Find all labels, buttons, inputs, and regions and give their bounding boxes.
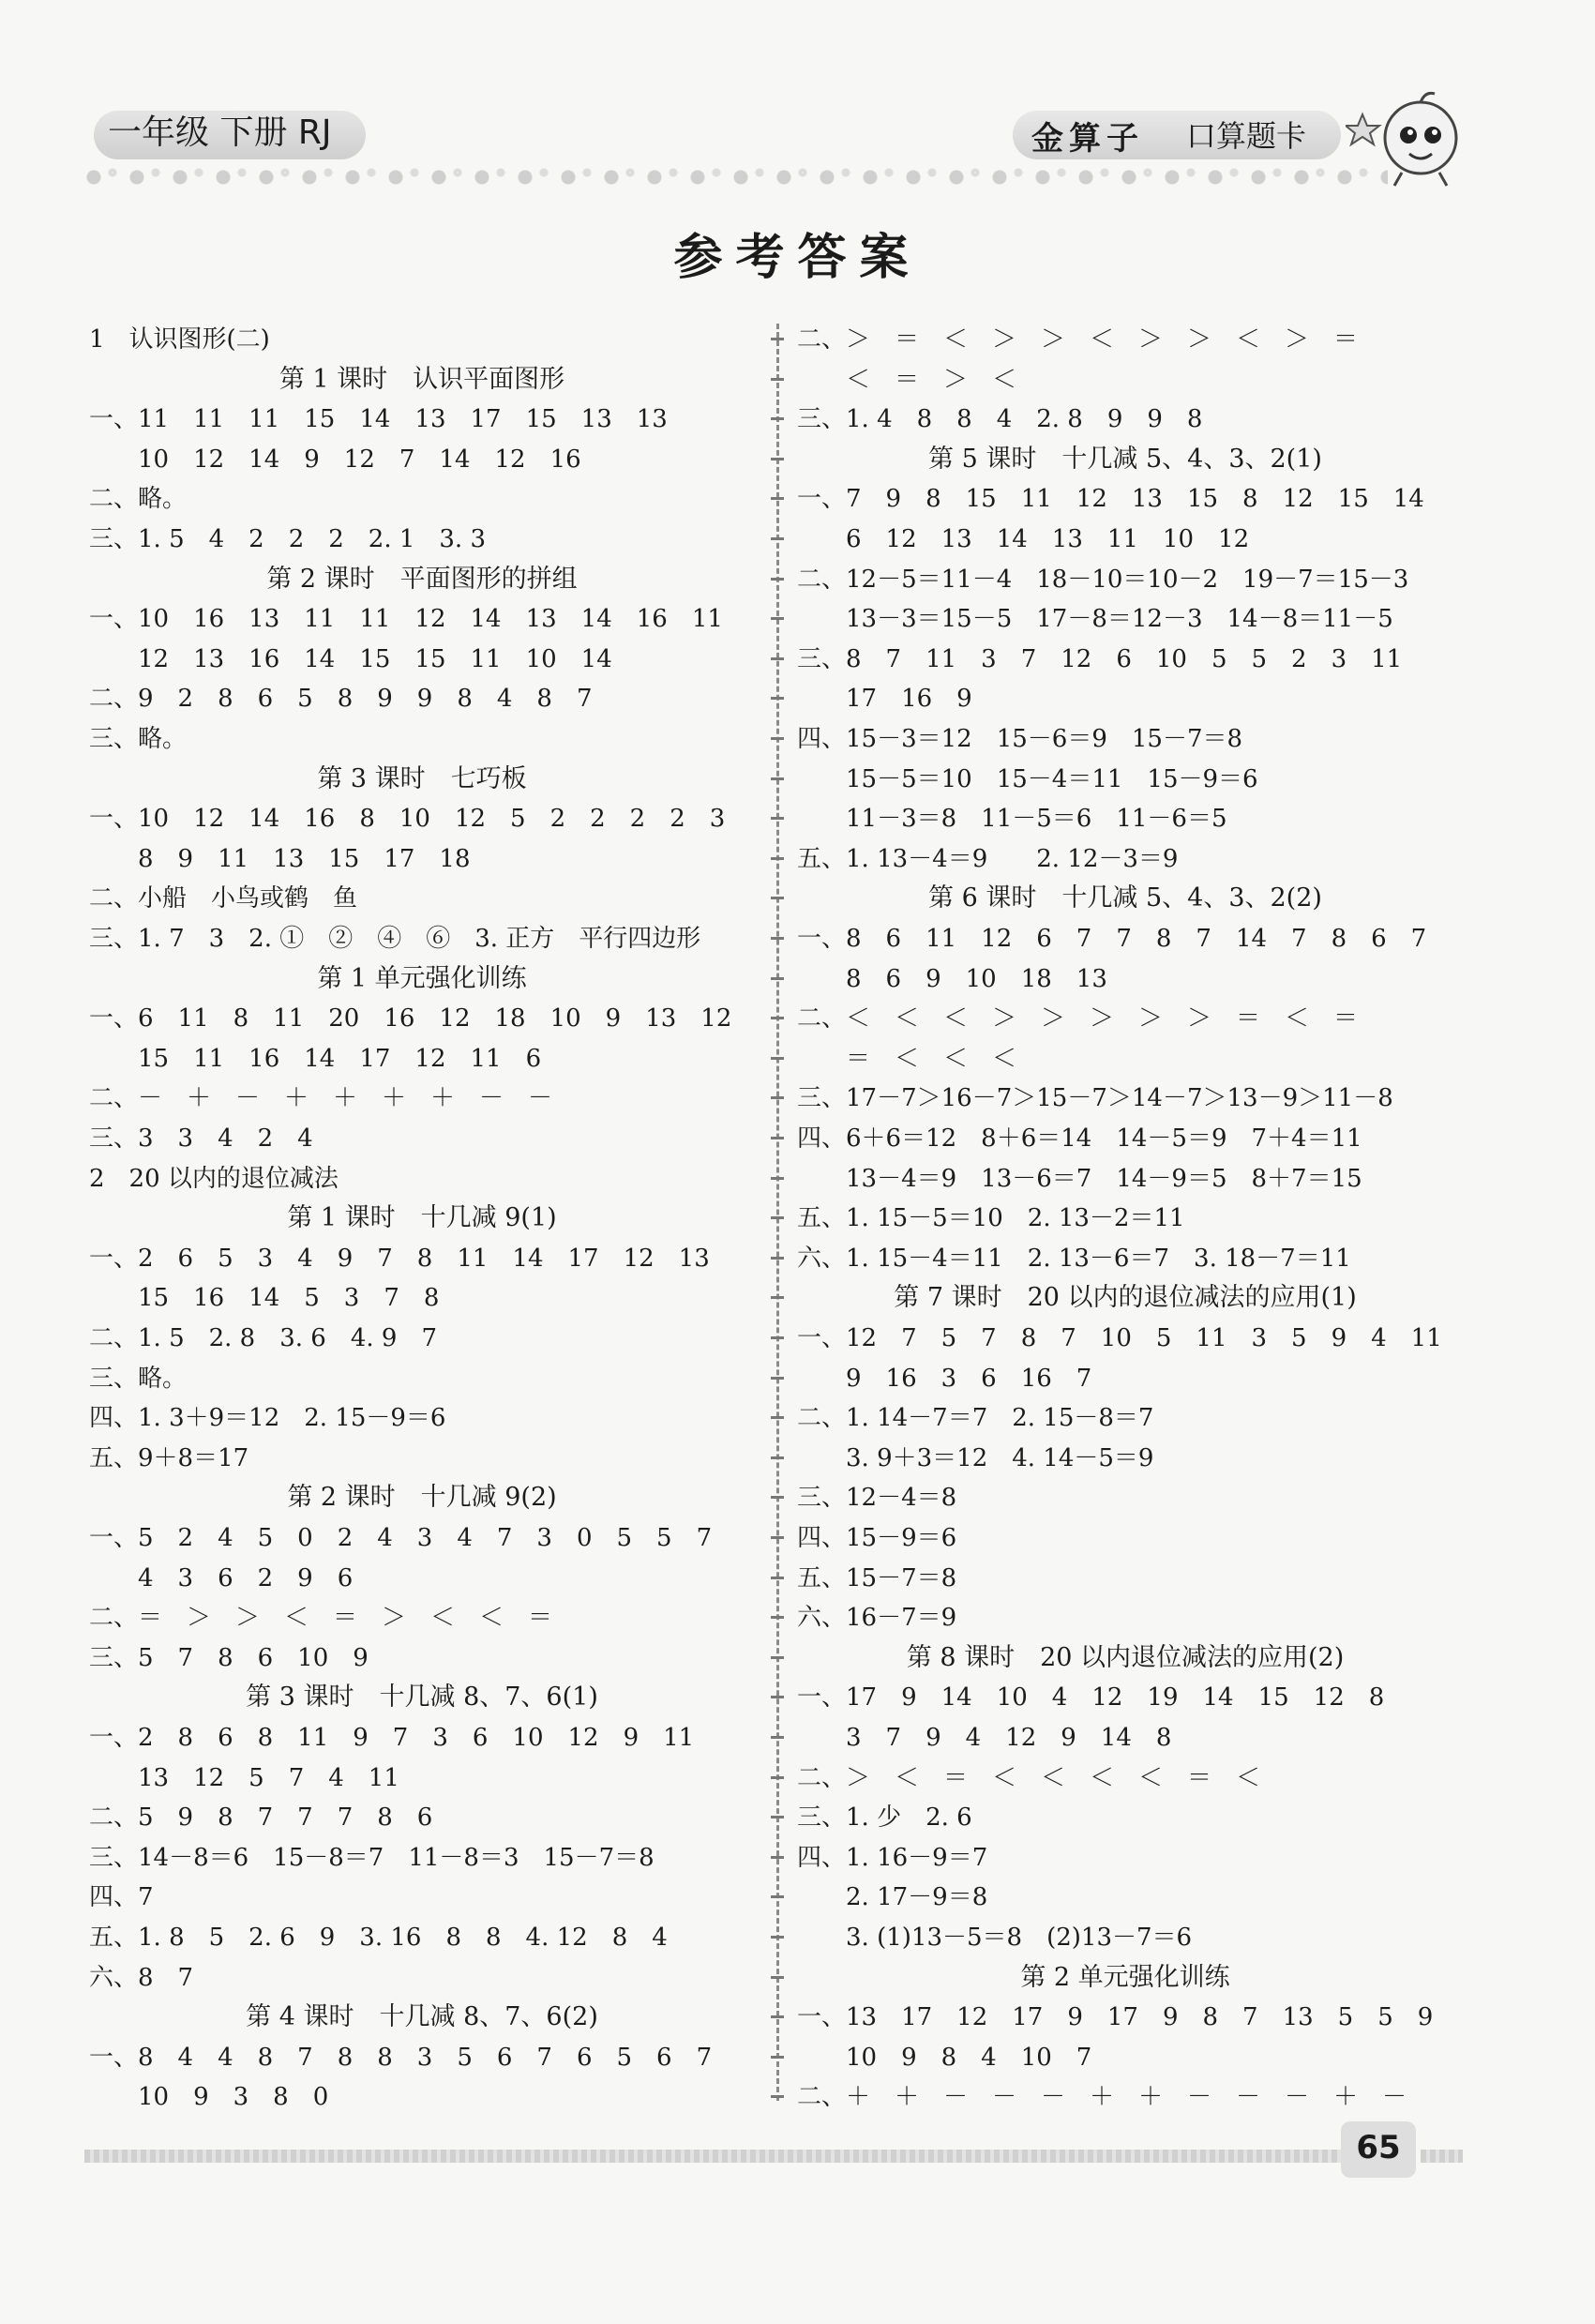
answer-line: 三、略。	[89, 725, 188, 753]
answer-line: 8 9 11 13 15 17 18	[89, 844, 471, 873]
answer-line: 8 6 9 10 18 13	[797, 964, 1107, 993]
section-heading: 第 3 课时 七巧板	[317, 763, 527, 793]
answer-line: 3 7 9 4 12 9 14 8	[797, 1724, 1172, 1752]
divider-tick	[771, 1017, 784, 1019]
divider-tick	[771, 1656, 784, 1659]
answer-line: 一、7 9 8 15 11 12 13 15 8 12 15 14	[797, 485, 1424, 514]
answer-line: 三、1. 5 4 2 2 2 2. 1 3. 3	[89, 525, 487, 553]
answer-line: 二、＝ ＞ ＞ ＜ ＝ ＞ ＜ ＜ ＝	[89, 1604, 553, 1633]
answer-line: 三、1. 4 8 8 4 2. 8 9 9 8	[797, 405, 1203, 434]
divider-tick	[771, 617, 784, 620]
divider-tick	[771, 1336, 784, 1339]
answer-line: 五、15－7＝8	[797, 1563, 957, 1592]
answer-line: 一、5 2 4 5 0 2 4 3 4 7 3 0 5 5 7	[89, 1524, 713, 1552]
answer-line: 二、1. 5 2. 8 3. 6 4. 9 7	[89, 1324, 437, 1352]
answer-line: 三、8 7 11 3 7 12 6 10 5 5 2 3 11	[797, 644, 1403, 673]
answer-line: 六、1. 15－4＝11 2. 13－6＝7 3. 18－7＝11	[797, 1244, 1351, 1273]
section-heading: 第 3 课时 十几减 8、7、6(1)	[246, 1683, 598, 1713]
answer-line: 二、小船 小鸟或鹤 鱼	[89, 884, 358, 913]
mascot-icon	[1346, 86, 1467, 189]
answer-line: 一、10 16 13 11 11 12 14 13 14 16 11	[89, 605, 723, 634]
divider-tick	[771, 1776, 784, 1779]
answer-line: 一、8 6 11 12 6 7 7 8 7 14 7 8 6 7	[797, 925, 1427, 953]
header-card-title: 口算题卡	[1186, 118, 1307, 154]
section-heading: 第 2 课时 十几减 9(2)	[287, 1483, 557, 1513]
answer-line: 2. 17－9＝8	[797, 1883, 988, 1912]
answer-line: 四、7	[89, 1883, 154, 1912]
divider-tick	[771, 1296, 784, 1299]
divider-tick	[771, 1456, 784, 1459]
divider-tick	[771, 497, 784, 500]
answer-line: 二、＞ ＜ ＝ ＜ ＜ ＜ ＜ ＝ ＜	[797, 1763, 1261, 1792]
answer-line: 一、11 11 11 15 14 13 17 15 13 13	[89, 405, 668, 434]
answer-line: ＜ ＝ ＞ ＜	[797, 365, 1017, 394]
page-title: 参考答案	[673, 229, 922, 286]
divider-tick	[771, 458, 784, 460]
column-divider	[776, 324, 779, 2101]
answer-line: 六、8 7	[89, 1963, 194, 1992]
answer-line: 三、略。	[89, 1364, 188, 1393]
answer-line: 一、6 11 8 11 20 16 12 18 10 9 13 12	[89, 1004, 732, 1034]
divider-tick	[771, 338, 784, 340]
answer-line: 6 12 13 14 13 11 10 12	[797, 525, 1250, 553]
answer-line: 二、5 9 8 7 7 7 8 6	[89, 1803, 433, 1833]
header-brand: 金算子	[1031, 120, 1144, 158]
answer-line: 一、12 7 5 7 8 7 10 5 11 3 5 9 4 11	[797, 1324, 1442, 1352]
answer-line: 10 12 14 9 12 7 14 12 16	[89, 445, 581, 474]
answer-line: 3. (1)13－5＝8 (2)13－7＝6	[797, 1924, 1193, 1952]
divider-tick	[771, 2015, 784, 2018]
answer-line: 三、17－7＞16－7＞15－7＞14－7＞13－9＞11－8	[797, 1084, 1393, 1113]
divider-tick	[771, 417, 784, 420]
answer-line: 一、13 17 12 17 9 17 9 8 7 13 5 5 9	[797, 2003, 1434, 2032]
section-heading: 第 4 课时 十几减 8、7、6(2)	[246, 2002, 598, 2032]
footer-band	[84, 2150, 1350, 2163]
section-heading: 第 2 单元强化训练	[1020, 1962, 1230, 1992]
answer-line: ＝ ＜ ＜ ＜	[797, 1044, 1017, 1073]
answer-line: 三、1. 7 3 2. ① ② ④ ⑥ 3. 正方 平行四边形	[89, 925, 701, 953]
answer-line: 四、15－9＝6	[797, 1524, 957, 1552]
page-number: 65	[1356, 2129, 1401, 2166]
section-heading: 第 2 课时 平面图形的拼组	[266, 564, 578, 594]
divider-tick	[771, 1895, 784, 1898]
answer-line: 二、＋ ＋ － － － ＋ ＋ － － － ＋ －	[797, 2083, 1407, 2112]
answer-line: 四、6＋6＝12 8＋6＝14 14－5＝9 7＋4＝11	[797, 1124, 1362, 1153]
answer-line: 二、－ ＋ － ＋ ＋ ＋ ＋ － －	[89, 1084, 553, 1113]
answer-line: 4 3 6 2 9 6	[89, 1563, 354, 1592]
divider-tick	[771, 1257, 784, 1260]
divider-tick	[771, 1816, 784, 1818]
answer-line: 二、12－5＝11－4 18－10＝10－2 19－7＝15－3	[797, 565, 1409, 594]
answer-line: 三、12－4＝8	[797, 1484, 957, 1513]
section-heading: 第 7 课时 20 以内的退位减法的应用(1)	[894, 1283, 1357, 1313]
answer-line: 二、＜ ＜ ＜ ＞ ＞ ＞ ＞ ＞ ＝ ＜ ＝	[797, 1004, 1359, 1034]
answer-line: 3. 9＋3＝12 4. 14－5＝9	[797, 1443, 1154, 1472]
answer-line: 13－4＝9 13－6＝7 14－9＝5 8＋7＝15	[797, 1164, 1362, 1193]
divider-tick	[771, 1137, 784, 1139]
section-heading: 第 1 课时 十几减 9(1)	[287, 1203, 557, 1233]
divider-tick	[771, 1536, 784, 1539]
divider-tick	[771, 2095, 784, 2098]
answer-line: 四、1. 16－9＝7	[797, 1843, 988, 1872]
answer-line: 四、15－3＝12 15－6＝9 15－7＝8	[797, 725, 1243, 753]
section-heading: 第 1 单元强化训练	[317, 963, 527, 993]
answer-line: 五、1. 15－5＝10 2. 13－2＝11	[797, 1204, 1185, 1233]
answer-line: 15－5＝10 15－4＝11 15－9＝6	[797, 764, 1258, 793]
answer-line: 10 9 3 8 0	[89, 2083, 329, 2112]
answer-line: 二、略。	[89, 485, 188, 514]
divider-tick	[771, 897, 784, 899]
answer-line: 12 13 16 14 15 15 11 10 14	[89, 644, 612, 673]
divider-tick	[771, 1496, 784, 1499]
divider-tick	[771, 1856, 784, 1859]
divider-tick	[771, 977, 784, 980]
answer-line: 三、5 7 8 6 10 9	[89, 1643, 369, 1672]
answer-line: 二、＞ ＝ ＜ ＞ ＞ ＜ ＞ ＞ ＜ ＞ ＝	[797, 325, 1359, 354]
answer-line: 五、9＋8＝17	[89, 1443, 249, 1472]
divider-tick	[771, 2056, 784, 2059]
answer-line: 一、10 12 14 16 8 10 12 5 2 2 2 2 3	[89, 805, 726, 834]
answer-line: 15 11 16 14 17 12 11 6	[89, 1044, 542, 1073]
header-dot-band	[84, 165, 1388, 189]
section-heading: 第 5 课时 十几减 5、4、3、2(1)	[928, 444, 1322, 474]
answer-line: 一、17 9 14 10 4 12 19 14 15 12 8	[797, 1683, 1385, 1713]
divider-tick	[771, 1057, 784, 1060]
divider-tick	[771, 578, 784, 581]
answer-line: 五、1. 13－4＝9 2. 12－3＝9	[797, 844, 1179, 873]
footer-band-end	[1421, 2150, 1463, 2163]
answer-line: 五、1. 8 5 2. 6 9 3. 16 8 8 4. 12 8 4	[89, 1924, 668, 1952]
answer-line: 1 认识图形(二)	[89, 325, 270, 354]
section-heading: 第 1 课时 认识平面图形	[278, 364, 565, 394]
answer-line: 二、9 2 8 6 5 8 9 9 8 4 8 7	[89, 685, 593, 714]
divider-tick	[771, 1976, 784, 1979]
divider-tick	[771, 817, 784, 820]
divider-tick	[771, 1377, 784, 1380]
divider-tick	[771, 1177, 784, 1180]
divider-tick	[771, 1696, 784, 1698]
divider-tick	[771, 697, 784, 700]
answer-line: 二、1. 14－7＝7 2. 15－8＝7	[797, 1404, 1154, 1433]
divider-tick	[771, 937, 784, 940]
divider-tick	[771, 1616, 784, 1619]
answer-line: 三、14－8＝6 15－8＝7 11－8＝3 15－7＝8	[89, 1843, 655, 1872]
answer-line: 四、1. 3＋9＝12 2. 15－9＝6	[89, 1404, 446, 1433]
answer-line: 三、1. 少 2. 6	[797, 1803, 972, 1833]
answer-line: 13－3＝15－5 17－8＝12－3 14－8＝11－5	[797, 605, 1393, 634]
answer-line: 13 12 5 7 4 11	[89, 1763, 399, 1792]
answer-line: 三、3 3 4 2 4	[89, 1124, 313, 1153]
section-heading: 第 6 课时 十几减 5、4、3、2(2)	[928, 883, 1322, 913]
divider-tick	[771, 1416, 784, 1419]
section-heading: 第 8 课时 20 以内退位减法的应用(2)	[906, 1642, 1345, 1672]
divider-tick	[771, 378, 784, 381]
answer-line: 17 16 9	[797, 685, 972, 714]
divider-tick	[771, 1577, 784, 1579]
answer-line: 六、16－7＝9	[797, 1604, 957, 1633]
answer-line: 11－3＝8 11－5＝6 11－6＝5	[797, 805, 1227, 834]
answer-line: 15 16 14 5 3 7 8	[89, 1284, 440, 1313]
divider-tick	[771, 657, 784, 660]
answer-line: 9 16 3 6 16 7	[797, 1364, 1092, 1393]
answer-line: 一、2 6 5 3 4 9 7 8 11 14 17 12 13	[89, 1244, 710, 1273]
divider-tick	[771, 1216, 784, 1219]
answer-line: 一、8 4 4 8 7 8 8 3 5 6 7 6 5 6 7	[89, 2043, 713, 2072]
answer-line: 10 9 8 4 10 7	[797, 2043, 1092, 2072]
answer-line: 2 20 以内的退位减法	[89, 1164, 339, 1193]
divider-tick	[771, 1736, 784, 1739]
answer-line: 一、2 8 6 8 11 9 7 3 6 10 12 9 11	[89, 1724, 695, 1752]
divider-tick	[771, 737, 784, 740]
header-grade: 一年级 下册 RJ	[108, 113, 332, 152]
divider-tick	[771, 537, 784, 540]
divider-tick	[771, 777, 784, 780]
divider-tick	[771, 1096, 784, 1099]
divider-tick	[771, 1936, 784, 1939]
divider-tick	[771, 857, 784, 860]
